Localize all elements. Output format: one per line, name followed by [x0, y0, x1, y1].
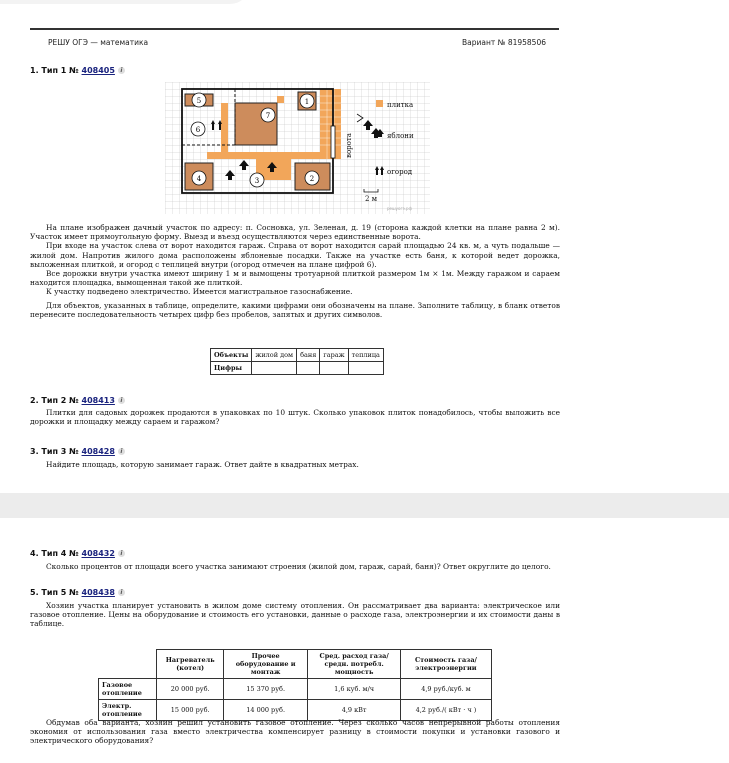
site-plan — [165, 82, 430, 214]
answer-cell-garage[interactable] — [320, 362, 348, 375]
plan-label-5: 5 — [196, 97, 202, 105]
answer-cell-bath[interactable] — [297, 362, 320, 375]
header-rule — [30, 28, 559, 30]
info-icon[interactable]: i — [118, 448, 125, 455]
answer-cell-greenhouse[interactable] — [348, 362, 383, 375]
question-4-link[interactable]: 408432 — [81, 549, 115, 558]
page-2 — [0, 518, 729, 763]
answer-table-1: Объекты жилой дом баня гараж теплица Цифры — [210, 348, 384, 375]
question-5-title: 5. Тип 5 № 408438 i — [30, 588, 125, 597]
info-icon[interactable]: i — [118, 589, 125, 596]
question-1-link[interactable]: 408405 — [81, 66, 115, 75]
question-1-text: На плане изображен дачный участок по адресу: п. Сосновка, ул. Зеленая, д. 19 (сторона каждой клетки на плане равна 2 м). Участок имеет прямоугольную форму. Выезд и въезд осуществляются через единственные ворота. При входе на участок слева от ворот находится гараж. Справа от ворот находится сарай площадью 24 кв. м, а чуть подальше — жилой дом. Напротив жилого дома расположены яблоневые посадки. Также на участке есть баня, к которой ведет дорожка, выложенная плиткой, и огород с теплицей внутри (огород отмечен на плане цифрой 6). Все дорожки внутри участка имеют ширину 1 м и вымощены тротуарной плиткой размером 1м × 1м. Между гаражом и сараем находится площадка, вымощенная такой же плиткой. К участку подведено электричество. Имеется магистральное газоснабжение. Для объектов, указанных в таблице, определите, какими цифрами они обозначены на плане. Заполните таблицу, в бланк ответов перенесите последовательность четырех цифр без пробелов, запятых и других символов. — [30, 223, 560, 319]
question-3-title: 3. Тип 3 № 408428 i — [30, 447, 125, 456]
question-2-link[interactable]: 408413 — [81, 396, 115, 405]
question-4-title: 4. Тип 4 № 408432 i — [30, 549, 125, 558]
question-5-followup: Обдумав оба варианта, хозяин решил установить газовое отопление. Через сколько часов непрерывной работы отопления экономия от использования газа вместо электричества компенсирует разницу в стоимости покупки и установки газового и электрического оборудования? — [30, 718, 560, 746]
legend-apples: яблони — [387, 132, 414, 140]
plan-label-3: 3 — [254, 177, 260, 185]
plan-label-7: 7 — [265, 112, 271, 120]
question-3-text: Найдите площадь, которую занимает гараж. Ответ дайте в квадратных метрах. — [46, 460, 359, 469]
site-title: РЕШУ ОГЭ — математика — [48, 38, 149, 47]
info-icon[interactable]: i — [118, 397, 125, 404]
question-3-link[interactable]: 408428 — [81, 447, 115, 456]
tile-legend-swatch — [376, 100, 383, 107]
legend-tiles: плитка — [387, 101, 414, 109]
question-5-link[interactable]: 408438 — [81, 588, 115, 597]
plan-label-4: 4 — [196, 175, 202, 183]
tab-shadow — [0, 0, 250, 4]
question-5-text: Хозяин участка планирует установить в жилом доме систему отопления. Он рассматривает два варианта: электрическое или газовое отопление. Цены на оборудование и стоимость его установки, данные о расходе газа, электроэнергии и их стоимости даны в таблице. — [30, 601, 560, 629]
info-icon[interactable]: i — [118, 550, 125, 557]
plan-label-1: 1 — [304, 98, 310, 106]
scale-label: 2 м — [365, 195, 378, 203]
variant-number: Вариант № 81958506 — [462, 38, 546, 47]
info-icon[interactable]: i — [118, 67, 125, 74]
legend-garden: огород — [387, 168, 413, 176]
answer-cell-house[interactable] — [252, 362, 297, 375]
plan-label-2: 2 — [309, 175, 315, 183]
plan-label-6: 6 — [195, 126, 201, 134]
gate-label: ворота — [345, 133, 353, 158]
question-2-title: 2. Тип 2 № 408413 i — [30, 396, 125, 405]
watermark: решуогэ.рф — [387, 206, 413, 211]
question-2-text: Плитки для садовых дорожек продаются в упаковках по 10 штук. Сколько упаковок плиток понадобилось, чтобы выложить все дорожки и площадку между сараем и гаражом? — [30, 408, 560, 427]
heating-table: Нагреватель (котел) Прочее оборудование и монтаж Сред. расход газа/ средн. потребл. мощность Стоимость газа/ электроэнергии Газовое отопление 20 000 руб. 15 370 руб. 1,6 куб. м/ч 4,9 руб./куб. м Электр. отопление 15 000 руб. 14 000 руб. 4,9 кВт 4,2 руб./( кВт · ч ) — [98, 649, 492, 721]
question-1-title: 1. Тип 1 № 408405 i — [30, 66, 125, 75]
question-4-text: Сколько процентов от площади всего участка занимают строения (жилой дом, гараж, сарай, баня)? Ответ округлите до целого. — [46, 562, 551, 571]
